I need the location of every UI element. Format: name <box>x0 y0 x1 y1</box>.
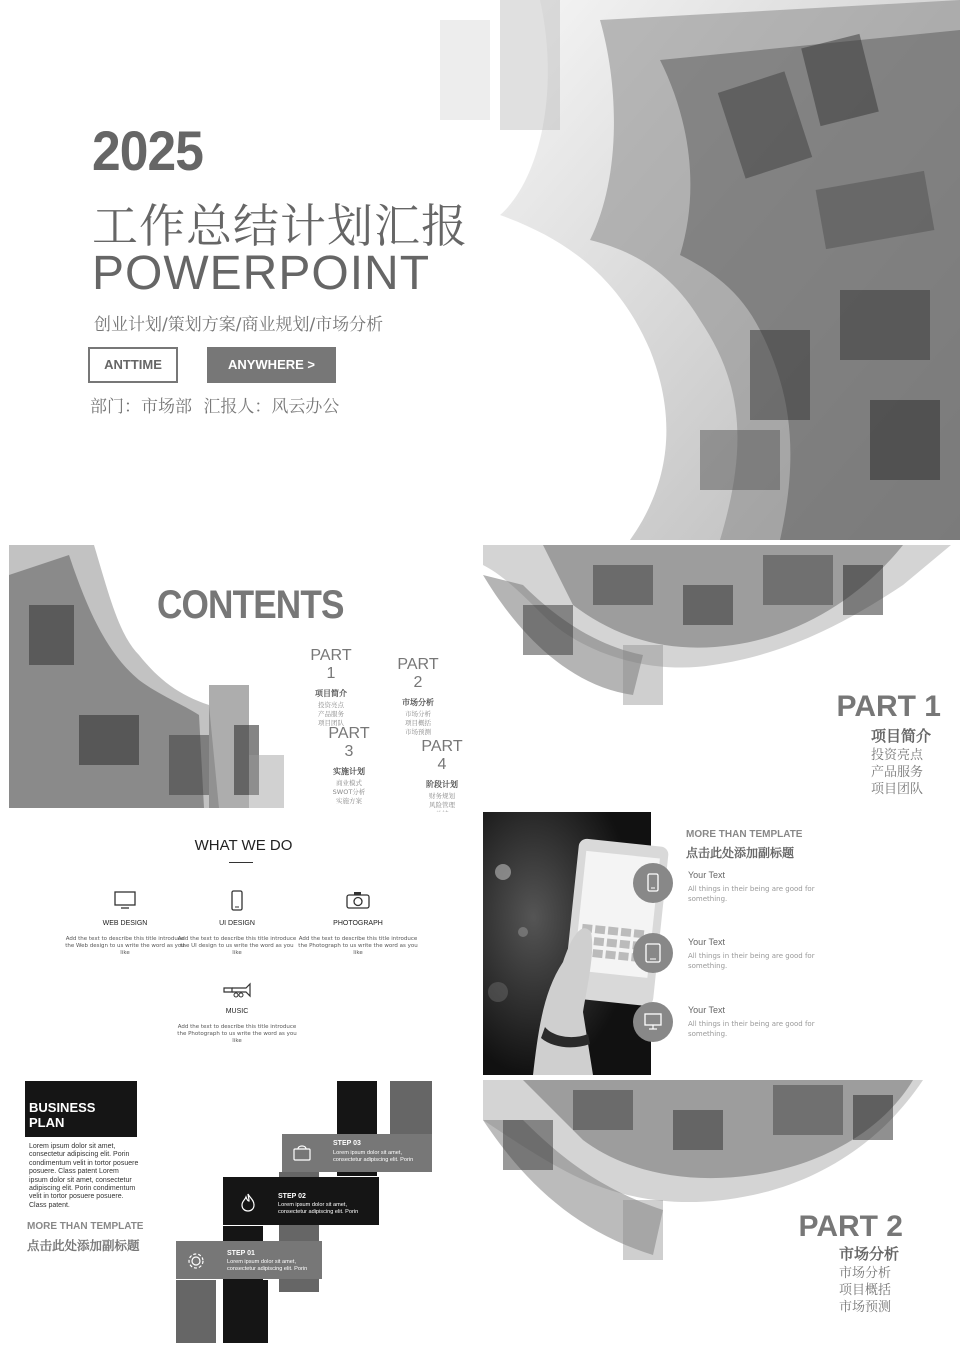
business-body: Lorem ipsum dolor sit amet, consectetur adipiscing elit. Porin condimentum velit in tortor posuere posuere. Class patent Lorem ipsum dolor sit amet, consectetur adipiscing elit. Porin condimentum velit in tortor posuere posuere. Class patent. <box>29 1143 139 1209</box>
cover-graphic <box>420 0 960 540</box>
service-label: UI DESIGN <box>219 920 255 927</box>
step-text: Lorem ipsum dolor sit amet, consectetur adipiscing elit. Porin <box>333 1150 414 1163</box>
step-text: Lorem ipsum dolor sit amet, consectetur adipiscing elit. Porin <box>227 1259 308 1272</box>
camera-icon <box>298 890 418 914</box>
part-item: 市场预测 <box>405 728 431 736</box>
part1-item: 产品服务 <box>870 765 923 780</box>
bag-icon <box>292 1144 312 1166</box>
service-photograph[interactable] <box>298 890 418 957</box>
item-desc: All things in their being are good for something. <box>688 1020 815 1038</box>
phone-icon <box>633 933 673 973</box>
contents-part-4[interactable] <box>417 738 467 819</box>
anywhere-button[interactable]: ANYWHERE > <box>207 347 336 383</box>
part-name: 实施计划 <box>333 767 365 776</box>
service-desc: Add the text to describe this title introduce the Web design to us write the word as you like <box>65 936 185 956</box>
gear-icon <box>186 1251 206 1275</box>
business-more-title: MORE THAN TEMPLATE <box>27 1221 144 1232</box>
part-item: 实施方案 <box>336 797 362 805</box>
part-label: PART 2 <box>397 656 439 691</box>
part-item: 项目团队 <box>318 719 344 727</box>
bar-decor <box>390 1081 432 1137</box>
part-label: PART 3 <box>328 725 370 760</box>
part1-item: 投资亮点 <box>870 748 923 763</box>
phone-icon <box>633 863 673 903</box>
service-label: MUSIC <box>225 1008 249 1015</box>
step-01[interactable] <box>176 1241 322 1279</box>
contents-slide <box>9 545 478 808</box>
contents-title: CONTENTS <box>157 583 344 627</box>
bar-decor <box>228 1280 268 1343</box>
item-title: Your Text <box>688 937 726 947</box>
part-name: 市场分析 <box>402 698 434 707</box>
part-item: SWOT分析 <box>332 788 366 796</box>
business-slide <box>9 1080 478 1343</box>
whatwedo-title: WHAT WE DO <box>194 837 293 854</box>
cover-title-en: POWERPOINT <box>92 247 431 300</box>
item-desc: All things in their being are good for something. <box>688 952 815 970</box>
title-divider <box>229 862 253 863</box>
tablet-subtitle[interactable]: 点击此处添加副标题 <box>686 846 795 860</box>
step-03[interactable] <box>282 1134 432 1172</box>
service-label: WEB DESIGN <box>102 920 148 927</box>
whatwedo-slide <box>9 812 478 1075</box>
part-item: 风险管理 <box>429 801 455 809</box>
item-title: Your Text <box>688 1005 726 1015</box>
monitor-icon <box>633 1002 673 1042</box>
part1-list <box>871 747 923 798</box>
part-item: 项目概括 <box>405 719 431 727</box>
cover-meta: 部门：市场部 汇报人：风云办公 <box>90 397 340 417</box>
service-music[interactable] <box>177 982 297 1045</box>
tablet-photo <box>483 812 651 1075</box>
business-title-line1: BUSINESS <box>29 1100 96 1115</box>
part1-name: 项目简介 <box>870 727 931 745</box>
part-item: 市场分析 <box>405 710 431 718</box>
step-text: Lorem ipsum dolor sit amet, consectetur adipiscing elit. Porin <box>278 1202 359 1215</box>
service-desc: Add the text to describe this title introduce the Photograph to us write the word as you like <box>298 936 418 956</box>
step-02[interactable] <box>223 1177 379 1225</box>
anttime-button[interactable]: ANTTIME <box>88 347 178 383</box>
tablet-slide <box>483 812 951 1075</box>
part-item: 商业模式 <box>336 779 362 787</box>
service-web-design[interactable] <box>65 890 185 957</box>
business-title-box <box>25 1081 137 1137</box>
monitor-icon <box>65 890 185 914</box>
part-item: 财务规划 <box>429 792 455 800</box>
service-desc: Add the text to describe this title introduce the UI design to us write the word as you like <box>177 936 297 956</box>
step-label: STEP 01 <box>227 1250 255 1257</box>
part-label: PART 1 <box>310 647 352 682</box>
contents-part-3[interactable] <box>324 725 374 806</box>
part-name: 阶段计划 <box>426 780 458 789</box>
part-item: 投资亮点 <box>318 701 344 709</box>
part1-label: PART 1 <box>836 690 941 723</box>
bar-decor <box>176 1280 216 1343</box>
service-ui-design[interactable] <box>177 890 297 957</box>
part-name: 项目简介 <box>315 689 347 698</box>
part2-name: 市场分析 <box>838 1245 899 1263</box>
service-desc: Add the text to describe this title introduce the Photograph to us write the word as you like <box>177 1024 297 1044</box>
cover-subtitle: 创业计划/策划方案/商业规划/市场分析 <box>94 315 384 335</box>
item-title: Your Text <box>688 870 726 880</box>
contents-part-2[interactable] <box>393 656 443 737</box>
trumpet-icon <box>177 982 297 1004</box>
part2-slide <box>483 1080 951 1343</box>
contents-part-1[interactable] <box>306 647 356 728</box>
part-item: 产品服务 <box>318 710 344 718</box>
business-title-line2: PLAN <box>29 1115 65 1130</box>
part-label: PART 4 <box>421 738 463 773</box>
item-desc: All things in their being are good for something. <box>688 885 815 903</box>
part2-item: 市场分析 <box>838 1266 891 1281</box>
part2-item: 市场预测 <box>838 1300 891 1315</box>
cover-year: 2025 <box>92 119 203 182</box>
tablet-more-title: MORE THAN TEMPLATE <box>686 829 803 840</box>
business-subtitle[interactable]: 点击此处添加副标题 <box>27 1238 140 1253</box>
step-label: STEP 02 <box>278 1193 306 1200</box>
part1-item: 项目团队 <box>870 782 923 797</box>
part2-item: 项目概括 <box>838 1283 891 1298</box>
part2-label: PART 2 <box>798 1210 903 1243</box>
cover-slide <box>0 0 960 540</box>
phone-icon <box>177 890 297 916</box>
part1-slide <box>483 545 951 808</box>
flame-icon <box>239 1192 257 1216</box>
step-label: STEP 03 <box>333 1140 361 1147</box>
service-label: PHOTOGRAPH <box>333 920 383 927</box>
cover-title: 工作总结计划汇报 <box>92 199 468 253</box>
part2-list <box>839 1265 891 1316</box>
